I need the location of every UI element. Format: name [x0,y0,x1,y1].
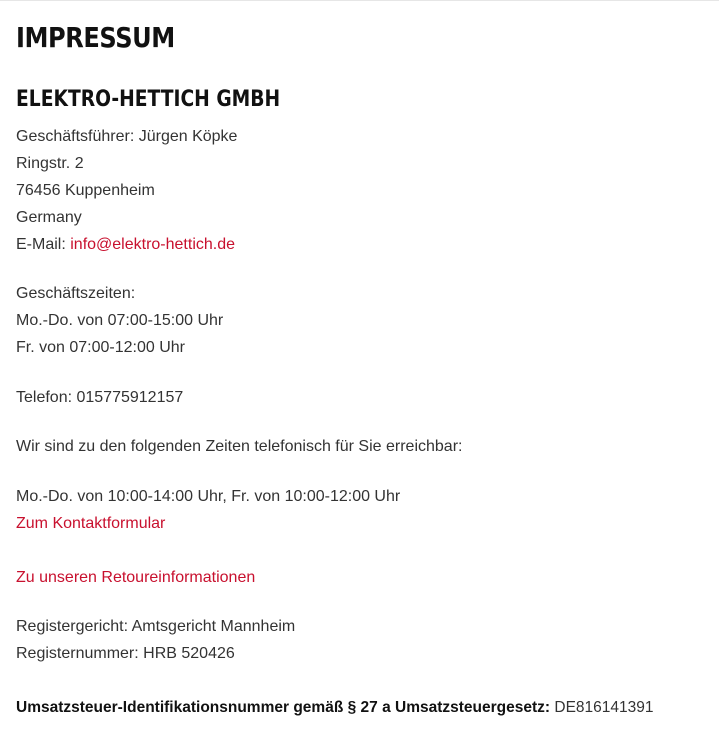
email-line [16,235,235,255]
register-number-line: Registernummer: HRB 520426 [16,645,235,662]
phone-availability-times: Mo.-Do. von 10:00-14:00 Uhr, Fr. von 10:00-12:00 Uhr [16,488,401,505]
business-hours-weekdays: Mo.-Do. von 07:00-15:00 Uhr [16,312,224,329]
company-name: ELEKTRO-HETTICH GMBH [16,87,281,112]
returns-info-link[interactable]: Zu unseren Retoureinformationen [16,569,256,586]
top-divider [0,0,719,1]
city-line: 76456 Kuppenheim [16,182,155,199]
vat-id-value: DE816141391 [550,699,654,716]
business-hours-heading: Geschäftszeiten: [16,285,136,302]
country-line: Germany [16,209,82,226]
phone-line: Telefon: 015775912157 [16,389,184,406]
contact-form-link[interactable]: Zum Kontaktformular [16,515,166,532]
email-link[interactable]: info@elektro-hettich.de [70,236,236,253]
vat-id-line [16,698,653,718]
street-line: Ringstr. 2 [16,155,84,172]
manager-line: Geschäftsführer: Jürgen Köpke [16,128,238,145]
register-court-line: Registergericht: Amtsgericht Mannheim [16,618,296,635]
phone-availability-intro: Wir sind zu den folgenden Zeiten telefonisch für Sie erreichbar: [16,438,463,455]
vat-id-label: Umsatzsteuer-Identifikationsnummer gemäß § 27 a Umsatzsteuergesetz: [16,699,551,716]
page-title: IMPRESSUM [16,21,175,54]
business-hours-friday: Fr. von 07:00-12:00 Uhr [16,339,185,356]
email-label: E-Mail: [16,236,71,253]
